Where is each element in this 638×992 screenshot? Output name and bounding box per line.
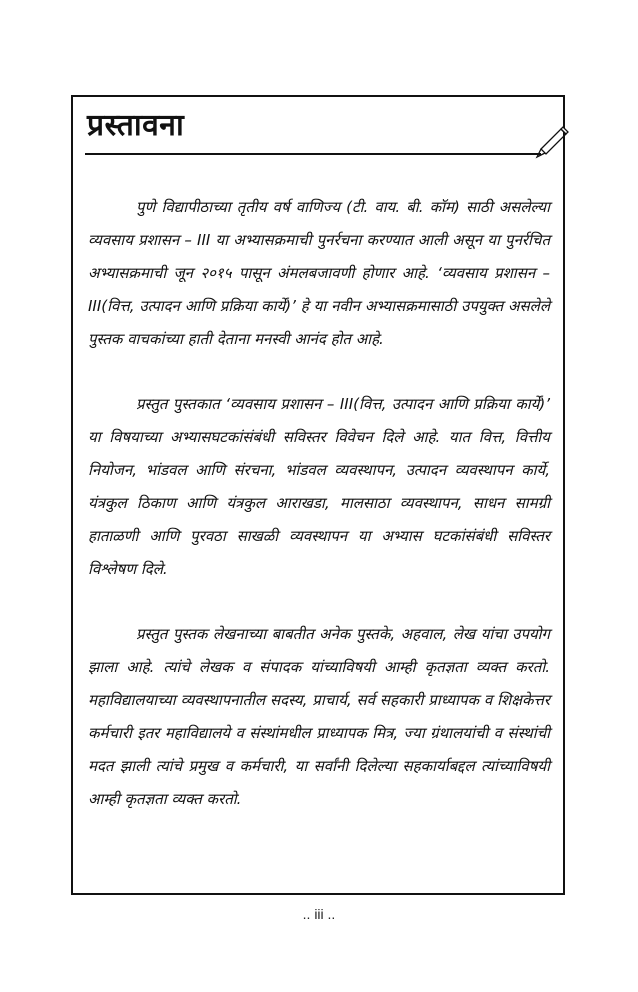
- title-underline: [85, 153, 541, 155]
- page-frame: [71, 95, 565, 895]
- paragraph-2: प्रस्तुत पुस्तकात ‘व्यवसाय प्रशासन – III(वित्त, उत्पादन आणि प्रक्रिया कार्ये)’ या विषयाच्या अभ्यासघटकांसंबंधी सविस्तर विवेचन दिले आहे. यात वित्त, वित्तीय नियोजन, भांडवल आणि संरचना, भांडवल व्यवस्थापन, उत्पादन व्यवस्थापन कार्ये, यंत्रकुल ठिकाण आणि यंत्रकुल आराखडा, मालसाठा व्यवस्थापन, साधन सामग्री हाताळणी आणि पुरवठा साखळी व्यवस्थापन या अभ्यास घटकांसंबंधी सविस्तर विश्लेषण दिले.: [88, 395, 550, 578]
- paragraph-3: प्रस्तुत पुस्तक लेखनाच्या बाबतीत अनेक पुस्तके, अहवाल, लेख यांचा उपयोग झाला आहे. त्यांचे लेखक व संपादक यांच्याविषयी आम्ही कृतज्ञता व्यक्त करतो. महाविद्यालयाच्या व्यवस्थापनातील सदस्य, प्राचार्य, सर्व सहकारी प्राध्यापक व शिक्षकेत्तर कर्मचारी इतर महाविद्यालये व संस्थांमधील प्राध्यापक मित्र, ज्या ग्रंथालयांची व संस्थांची मदत झाली त्यांचे प्रमुख व कर्मचारी, या सर्वांनी दिलेल्या सहकार्याबद्दल त्यांच्याविषयी आम्ही कृतज्ञता व्यक्त करतो.: [88, 625, 550, 808]
- page-title: प्रस्तावना: [87, 108, 185, 143]
- preface-body: [88, 191, 550, 816]
- page-number: .. iii ..: [302, 906, 336, 922]
- pen-icon: [535, 123, 571, 159]
- paragraph-1: पुणे विद्यापीठाच्या तृतीय वर्ष वाणिज्य (टी. वाय. बी. कॉम) साठी असलेल्या व्यवसाय प्रशासन – III या अभ्यासक्रमाची पुनर्रचना करण्यात आली असून या पुनर्रचित अभ्यासक्रमाची जून २०१५ पासून अंमलबजावणी होणार आहे. ‘व्यवसाय प्रशासन –III(वित्त, उत्पादन आणि प्रक्रिया कार्ये)’ हे या नवीन अभ्यासक्रमासाठी उपयुक्त असलेले पुस्तक वाचकांच्या हाती देताना मनस्वी आनंद होत आहे.: [88, 198, 550, 348]
